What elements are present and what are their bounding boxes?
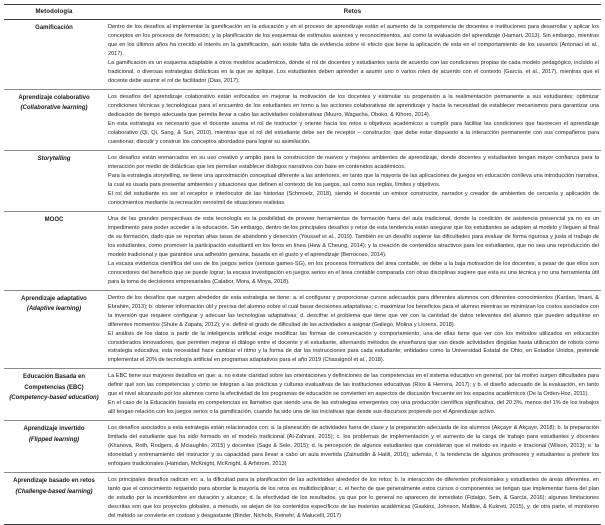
challenges-cell xyxy=(104,369,601,421)
methodology-name-en: (Adaptive learning) xyxy=(26,305,82,312)
methodology-cell xyxy=(4,20,104,90)
methodology-cell xyxy=(4,211,104,290)
methodology-name-es: MOOC xyxy=(44,216,64,223)
table-row xyxy=(4,150,601,211)
methodology-name-es: Aprendizaje invertido xyxy=(23,426,85,433)
challenges-cell xyxy=(104,150,601,211)
methodology-name-es: Aprendizaje colaborativo xyxy=(18,94,90,101)
challenge-paragraph: Los desafíos están enmarcados en su uso creativo y amplio para la construcción de nuevos y mejores ambientes de aprendizaje, donde docentes y estudiantes tengan mayor confianza para la interacción por medio de didácticas que les permitan establecer diálogos narrativos con base en contenidos académicos. xyxy=(108,154,599,170)
table-row xyxy=(4,473,601,525)
table-body xyxy=(4,20,601,525)
challenge-paragraph: Para la estrategia storytelling, se tiene una aproximación conceptual diferente a las anteriores, en tanto que la mayoría de las aplicaciones de juegos en educación conlleva una introducción narrativa, la cual es usada para presentar ambientes y situaciones que definen el contexto de los juegos, así como sus reglas, límites y objetivos. xyxy=(108,172,599,188)
challenge-paragraph: En el caso de la Educación basada en competencias es llamativo que siendo una de las estrategias emergentes con una producción científica significativa, del 20.3%, menos del 1% de los trabajos allí tengan relación con los juegos serios o la gamificación, cuando ha sido una de las iniciativas que desde sus discursos propende por el Aprendizaje activo. xyxy=(108,400,599,416)
methodologies-challenges-table xyxy=(4,4,601,525)
methodology-name-es: Aprendizaje basado en retos xyxy=(13,478,95,485)
methodology-cell xyxy=(4,89,104,150)
methodology-name-es: Gamificación xyxy=(35,25,73,31)
methodology-name-en: (Competency-based education) xyxy=(9,395,99,402)
challenge-paragraph: El rol del estudiante es ser el receptor e interlocutor de las historias (Schmoelz, 2018), siendo el docente un emisor constructor, narrador y creador de ambientes de cercanía y aplicación de conocimientos mediante la recreación verosímil de situaciones realistas. xyxy=(108,190,599,206)
challenge-paragraph: El análisis de los datos a partir de la inteligencia artificial exige modificar las formas de comunicación y comportamiento; una de ellas tiene que ver con los métodos utilizados en educación considerados innovadores, que permiten mejorar el diálogo entre el docente y el estudiante, alternando métodos de enseñanza que van desde actividades dirigidas hasta utilización de robots como estrategia educativa; esta necesidad hace cambiar el ritmo y la forma de dar las instrucciones para cada estudiante; entidades como la Universidad Estatal de Ohio, en Estados Unidos, pretende implementar el 20% de tecnología artificial en programas adaptativos para el año 2019 (Chassignol et al., 2018). xyxy=(108,330,599,364)
challenges-cell xyxy=(104,473,601,525)
methodology-cell xyxy=(4,290,104,369)
challenge-paragraph: Los principales desafíos radican en: a. la dificultad para la planificación de las actividades alrededor de los retos; b. la interacción de diferentes profesionales y estudiantes de áreas diferentes, en tanto que el conocimiento requerido para abordar la mayoría de los retos es multidisciplinar; c. el hecho de que generalmente estos cursos o componentes se tengan que implementar fuera del plan de estudio por la incertidumbre en duración y alcance; d. la efectividad de los resultados, ya que por lo general no aparecen de inmediato (Fidalgo, Sein, & García, 2016); algunas limitaciones descritas son que los proyectos globales, a menudo, se alejan de los contenidos específicos de las materias académicas (Gaskins, Johnson, Maltbie, & Kukreti, 2015), y, de otra parte, el monitoreo del método se convierte en costoso y desgastante (Binder, Nichols, Reinehr, & Malucelli, 2017) xyxy=(108,477,599,520)
challenges-cell xyxy=(104,211,601,290)
table-header xyxy=(4,5,601,20)
methodology-cell xyxy=(4,421,104,473)
methodology-cell xyxy=(4,369,104,421)
table-row xyxy=(4,89,601,150)
challenge-paragraph: Dentro de los desafíos que surgen alrededor de esta estrategia se tiene: a. el configurar y proporcionar cursos adecuados para diferentes alumnos con diferentes conocimientos (Kardan, Imani, & Ebrahim, 2013); b. obtener información útil y precisa del alumno sobre el cual basar decisiones adaptativas; c. maximizar los beneficios para el alumno mientras se minimizan los costos asociados con la inversión que requiere configurar y adecuar las tecnologías adaptativas; d. descifrar el problema que tiene que ver con la cantidad de datos relevantes del alumno que pueden adquirirse en diferentes momentos (Shute & Zapata, 2012); y e. definir el grado de dificultad de las actividades a asignar (Gallego, Molina y Llorens, 2018). xyxy=(108,294,599,328)
challenges-cell xyxy=(104,290,601,369)
column-header-methodology: Metodología xyxy=(4,5,104,20)
challenge-paragraph: Los desafíos asociados a esta estrategia están relacionados con: a. la planeación de actividades fuera de clase y la preparación adecuada de los alumnos (Akçayır & Akçayır, 2018); b. la preparación limitada del estudiante que ha sido formado en el modelo tradicional (Al-Zahrani, 2015); c. los problemas de implementación y el aumento de la carga de trabajo para estudiantes y docentes (Khanova, Roth, Rodgers, & Mclaughlin, 2015) y docentes (Sage & Sele, 2015); d. la percepción de algunos estudiantes que consideran que el método es injusto e irracional (Wilson, 2013); e. la idoneidad y entrenamiento del instructor y su capacidad para llevar a cabo un aula invertida (Zainuddin & Halili, 2016); además, f. la tendencia de algunos profesores y estudiantes a preferir los enfoques tradicionales (Hamdan, McKnight, McKnight, & Arfstrom, 2013) xyxy=(108,425,599,468)
methodology-name-es: Aprendizaje adaptativo xyxy=(21,295,87,302)
methodology-name-en: (Flipped learning) xyxy=(28,436,80,443)
methodology-name-en: Storytelling xyxy=(37,155,71,162)
table-row xyxy=(4,290,601,369)
methodology-name-en: (Challenge-based learning) xyxy=(15,488,93,495)
column-header-challenges: Retos xyxy=(104,5,601,20)
challenge-paragraph: En esta estrategia es necesario que el docente asuma el rol de instructor y oriente hacia los retos u objetivos académicos a cumplir para facilitar las condiciones que favorecen el aprendizaje colaborativo (Qi, Qi, Sang, & Sun, 2010), mientras que el rol del estudiante debe ser de receptor – constructor, que debe estar dispuesto a la interacción permanente con sus compañeros para cuestionar, discutir y construir los conceptos abordados para lograr su asimilación. xyxy=(108,120,599,145)
methodology-name-en: (Collaborative learning) xyxy=(20,105,88,112)
challenge-paragraph: La escasa evidencia científica del uso de los juegos serios (serious games-SG), en los procesos formativos del área contable, se debe a la baja motivación de los docentes, a pesar de que ellos son conocedores del beneficio que se puede lograr; la escasa investigación en juegos serios en el área contable comparada con otras disciplinas sugiere que esta es una técnica y no una herramienta útil para la toma de decisiones empresariales (Calabor, Mora, & Moya, 2018). xyxy=(108,260,599,285)
challenge-paragraph: Los desafíos del aprendizaje colaborativo están enfocados en mejorar la motivación de los docentes y estimular su propensión a la realimentación permanente a sus estudiantes; optimizar condiciones técnicas y tecnológicas para el encuentro de los estudiantes en torno a las acciones colaborativas de aprendizaje y hacia la necesidad de establecer mecanismos para garantizar una dedicación de tiempo adecuada que permita llevar a cabo las actividades colaborativas (Muuro, Wagacha, Oboko, & Kihoro, 2014). xyxy=(108,93,599,118)
table-row xyxy=(4,421,601,473)
table-row xyxy=(4,369,601,421)
table-header-row xyxy=(4,5,601,20)
methodology-cell xyxy=(4,150,104,211)
challenges-cell xyxy=(104,421,601,473)
challenge-paragraph: Dentro de los desafíos al implementar la gamificación en la educación y en el proceso de aprendizaje están el aumento de la competencia de docentes e instituciones para desarrollar y aplicar los conceptos en los procesos de formación; y la planificación de los esquemas de estímulos avances y reconocimientos, así como la evaluación del aprendizaje (Hamari, 2013). Sin embargo, mientras que en los últimos años ha crecido el interés en la gamificación, aún existe falta de evidencia sobre el efecto que tiene la aplicación de esta en el comportamiento de los usuarios (Antonaci et al., 2017). xyxy=(108,24,599,57)
methodology-name-es: Educación Basada en Competencias (EBC) xyxy=(22,374,86,391)
table-row xyxy=(4,20,601,90)
table-row xyxy=(4,211,601,290)
challenge-paragraph: Una de las grandes perspectivas de esta tecnología es la posibilidad de proveer herramientas de formación fuera del aula tradicional, donde la condición de asistencia presencial ya no es un impedimento para poder acceder a la educación. Sin embargo, dentro de los principales desafíos y retos de esta tendencia están asegurar que los estudiantes se adapten al modelo y lleguen al final de su formación, dado que se reportan altas tasas de abandono y deserción (Youssef et al., 2019). También es un desafío superar las dificultades para evaluar de forma rigurosa y justa el trabajo de los estudiantes, como promover la participación estudiantil en los foros en línea (Hew & Cheung, 2014); y la creación de contenidos atractivos para los estudiantes, que no sea una reproducción del modelo tradicional y que garantice una adhesión genuina, basada en el gusto y el aprendizaje (Berrocoso, 2014). xyxy=(108,215,599,258)
challenges-cell xyxy=(104,20,601,90)
challenge-paragraph: La gamificación es un esquema adaptable a otros modelos académicos, donde el rol de docentes y estudiantes varía de acuerdo con las condiciones propias de cada modelo pedagógico, incluido el tradicional, o diversas estrategias didácticas en la que se aplique. Los estudiantes deben aprender a asumir uno o varios roles de acuerdo con el contexto (García. et al., 2017), mientras que el docente debe asumir el rol de facilitador (Dias, 2017). xyxy=(108,59,599,84)
methodology-cell xyxy=(4,473,104,525)
challenge-paragraph: La EBC tiene sus mayores desafíos en que: a. no existe claridad sobre las orientaciones y definiciones de las competencias en el sistema educativo en general, por tal motivo surgen dificultades para definir qué son las competencias y cómo se integran a las prácticas y culturas evaluativas de las instituciones educativas (Ríos & Herrera, 2017); y b. el diseño adecuado de la evaluación, en tanto que el nivel alcanzado por los alumnos como la efectividad de los programas de educación se convierten en aspectos de discusión frecuente en los espacios académicos (De la Orden-Hoz, 2011). xyxy=(108,373,599,398)
challenges-cell xyxy=(104,89,601,150)
